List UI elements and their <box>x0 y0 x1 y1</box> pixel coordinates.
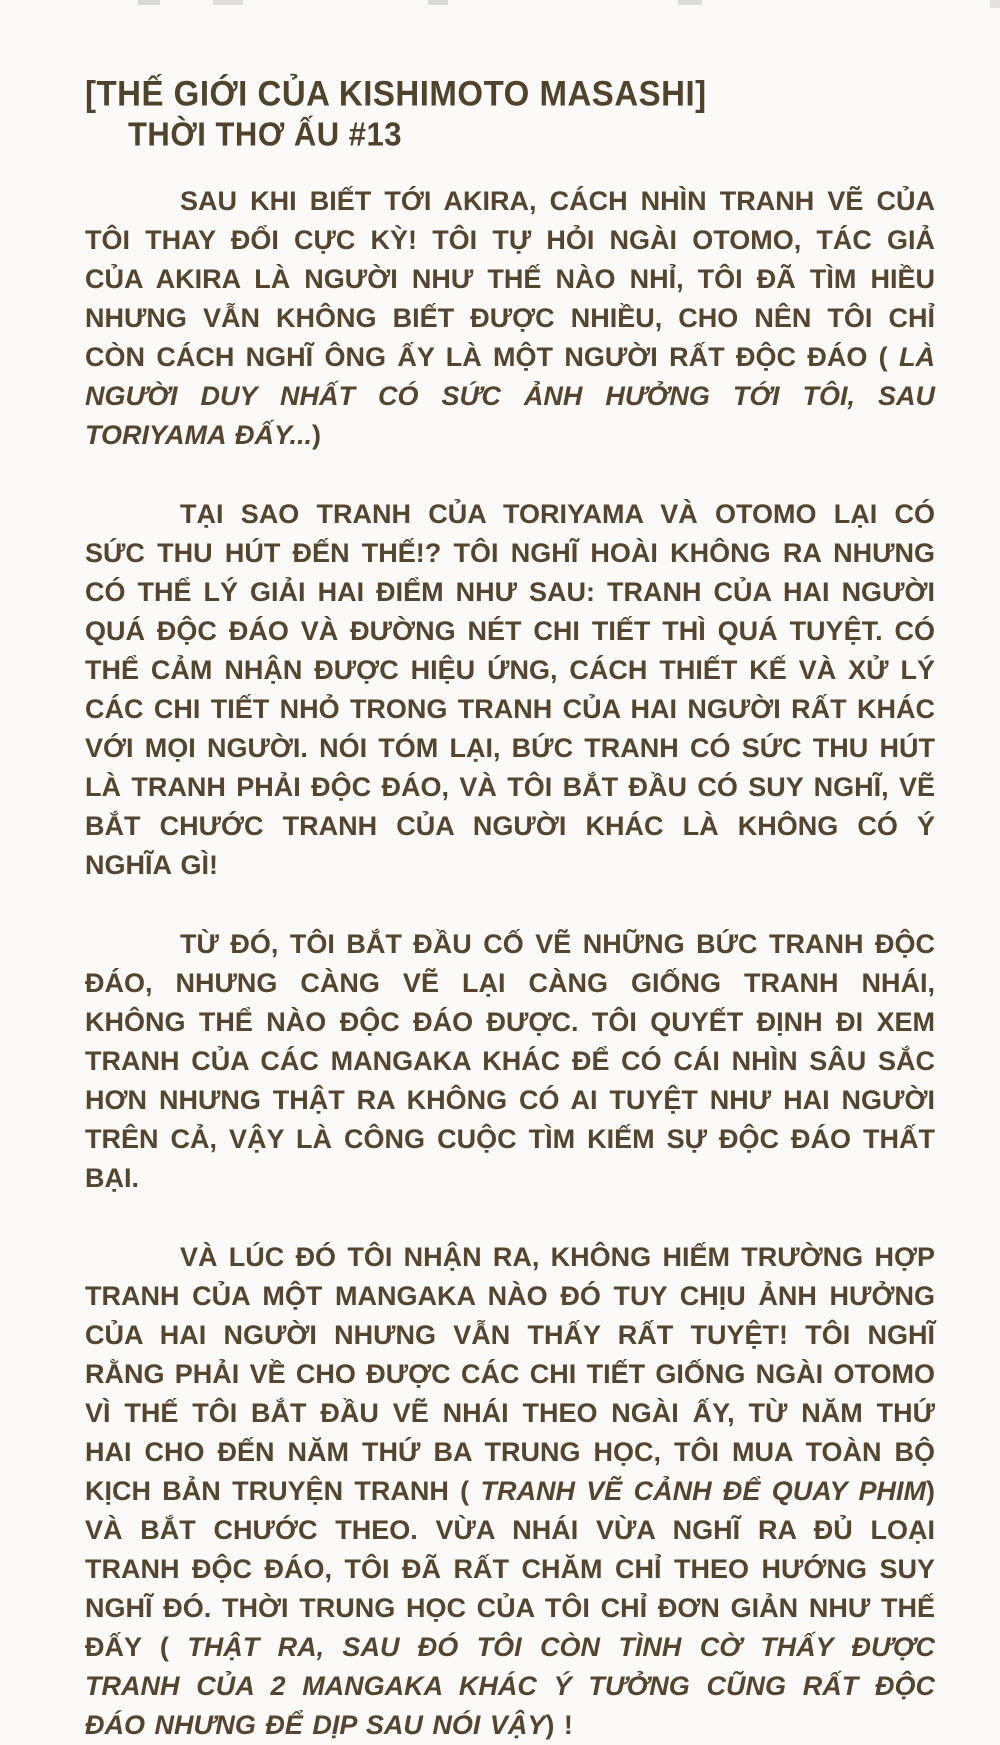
aside-italic-text: TRANH VẼ CẢNH ĐỂ QUAY PHIM <box>480 1476 927 1506</box>
scan-artifact <box>428 0 448 5</box>
column-title: [THẾ GIỚI CỦA KISHIMOTO MASASHI] <box>85 73 707 114</box>
page-header <box>0 0 1000 152</box>
body-text: TỪ ĐÓ, TÔI BẮT ĐẦU CỐ VẼ NHỮNG BỨC TRANH ĐỘC ĐÁO, NHƯNG CÀNG VẼ LẠI CÀNG GIỐNG TRANH NHÁI, KHÔNG THỂ NÀO ĐỘC ĐÁO ĐƯỢC. TÔI QUYẾT ĐỊNH ĐI XEM TRANH CỦA CÁC MANGAKA KHÁC ĐỂ CÓ CÁI NHÌN SÂU SẮC HƠN NHƯNG THẬT RA KHÔNG CÓ AI TUYỆT NHƯ HAI NGƯỜI TRÊN CẢ, VẬY LÀ CÔNG CUỘC TÌM KIẾM SỰ ĐỘC ĐÁO THẤT BẠI. <box>85 929 935 1193</box>
aside-italic-text: THẬT RA, SAU ĐÓ TÔI CÒN TÌNH CỜ THẤY ĐƯỢC TRANH CỦA 2 MANGAKA KHÁC Ý TƯỞNG CŨNG RẤT ĐỘC ĐÁO NHƯNG ĐỂ DỊP SAU NÓI VẬY <box>85 1632 935 1740</box>
body-text: VÀ LÚC ĐÓ TÔI NHẬN RA, KHÔNG HIẾM TRƯỜNG HỢP TRANH CỦA MỘT MANGAKA NÀO ĐÓ TUY CHỊU ẢNH HƯỞNG CỦA HAI NGƯỜI NHƯNG VẪN THẤY RẤT TUYỆT! TÔI NGHĨ RẰNG PHẢI VỀ CHO ĐƯỢC CÁC CHI TIẾT GIỐNG NGÀI OTOMO VÌ THẾ TÔI BẮT ĐẦU VẼ NHÁI THEO NGÀI ẤY, TỪ NĂM THỨ HAI CHO ĐẾN NĂM THỨ BA TRUNG HỌC, TÔI MUA TOÀN BỘ KỊCH BẢN TRUYỆN TRANH ( <box>85 1242 935 1506</box>
scan-artifact <box>678 0 702 5</box>
body-text: ) ! <box>545 1710 573 1740</box>
body-text: ) VÀ BẮT CHƯỚC THEO. VỪA NHÁI VỪA NGHĨ RA ĐỦ LOẠI TRANH ĐỘC ĐÁO, TÔI ĐÃ RẤT CHĂM CHỈ THEO HƯỚNG SUY NGHĨ ĐÓ. THỜI TRUNG HỌC CỦA TÔI CHỈ ĐƠN GIẢN NHƯ THẾ ĐẤY ( <box>85 1476 936 1662</box>
body-text: SAU KHI BIẾT TỚI AKIRA, CÁCH NHÌN TRANH VẼ CỦA TÔI THAY ĐỔI CỰC KỲ! TÔI TỰ HỎI NGÀI OTOMO, TÁC GIẢ CỦA AKIRA LÀ NGƯỜI NHƯ THẾ NÀO NHỈ, TÔI ĐÃ TÌM HIỀU NHƯNG VẪN KHÔNG BIẾT ĐƯỢC NHIỀU, CHO NÊN TÔI CHỈ CÒN CÁCH NGHĨ ÔNG ẤY LÀ MỘT NGƯỜI RẤT ĐỘC ĐÁO ( <box>85 186 935 372</box>
text-body <box>0 152 1000 1745</box>
aside-italic-text: LÀ NGƯỜI DUY NHẤT CÓ SỨC ẢNH HƯỞNG TỚI TÔI, SAU TORIYAMA ĐẤY... <box>85 342 935 450</box>
body-text: TẠI SAO TRANH CỦA TORIYAMA VÀ OTOMO LẠI CÓ SỨC THU HÚT ĐẾN THẾ!? TÔI NGHĨ HOÀI KHÔNG RA NHƯNG CÓ THỂ LÝ GIẢI HAI ĐIỂM NHƯ SAU: TRANH CỦA HAI NGƯỜI QUÁ ĐỘC ĐÁO VÀ ĐƯỜNG NÉT CHI TIẾT THÌ QUÁ TUYỆT. CÓ THỂ CẢM NHẬN ĐƯỢC HIỆU ỨNG, CÁCH THIẾT KẾ VÀ XỬ LÝ CÁC CHI TIẾT NHỎ TRONG TRANH CỦA HAI NGƯỜI RẤT KHÁC VỚI MỌI NGƯỜI. NÓI TÓM LẠI, BỨC TRANH CÓ SỨC THU HÚT LÀ TRANH PHẢI ĐỘC ĐÁO, VÀ TÔI BẮT ĐẦU CÓ SUY NGHĨ, VẼ BẮT CHƯỚC TRANH CỦA NGƯỜI KHÁC LÀ KHÔNG CÓ Ý NGHĨA GÌ! <box>85 499 935 880</box>
paragraph <box>85 495 935 885</box>
scan-artifact <box>138 0 160 5</box>
paragraph <box>85 925 935 1198</box>
paragraph <box>85 182 935 455</box>
scan-artifact <box>213 0 243 5</box>
column-subtitle: THỜI THƠ ẤU #13 <box>128 115 402 153</box>
scan-artifact <box>990 0 1000 8</box>
paragraph <box>85 1238 935 1745</box>
body-text: ) <box>312 420 322 450</box>
